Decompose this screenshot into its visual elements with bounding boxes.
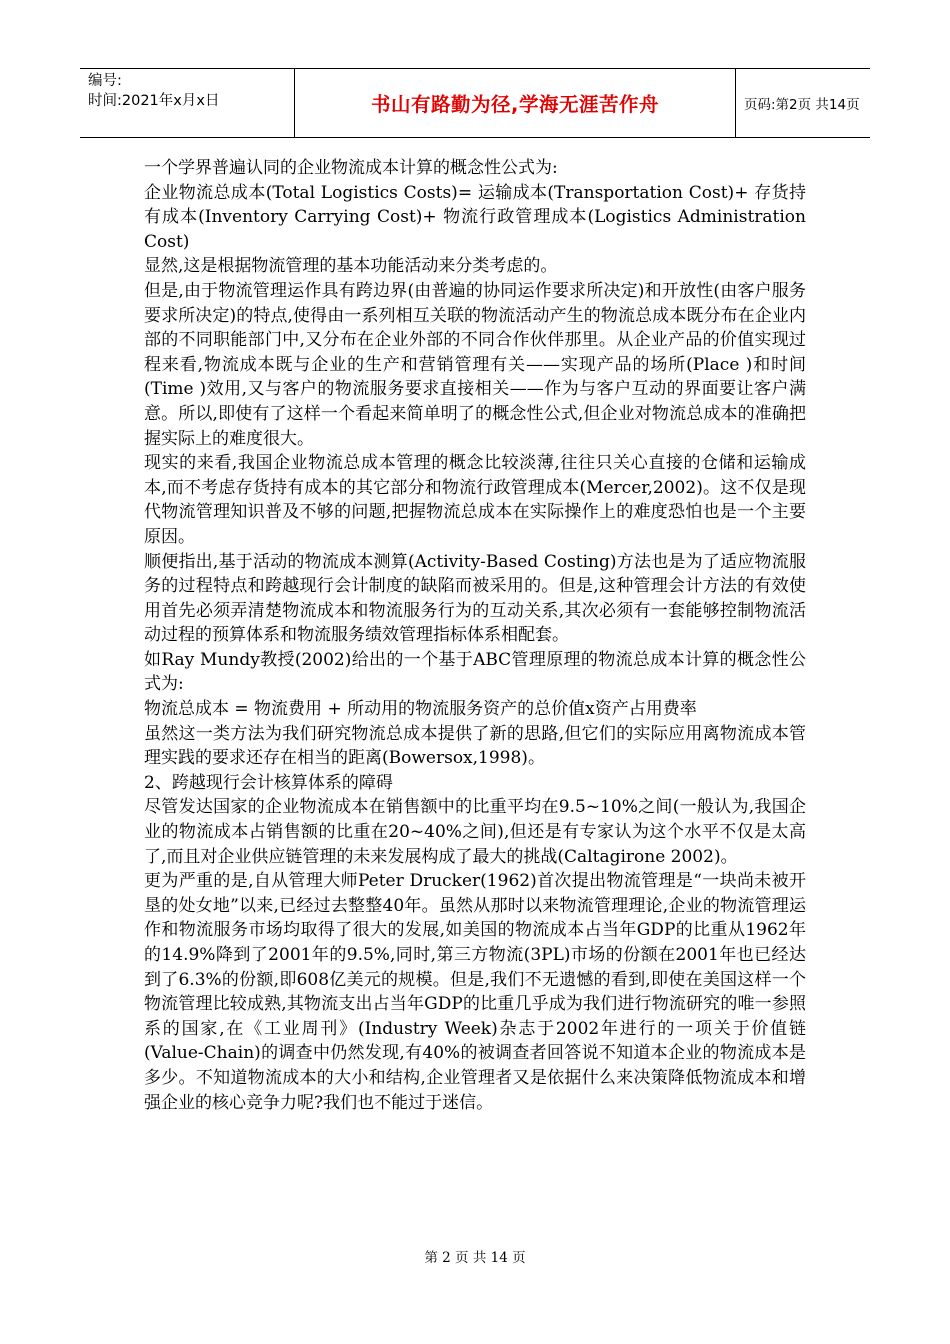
- header-page-number: 页码:第2页 共14页: [744, 97, 860, 113]
- header-meta: [88, 71, 288, 111]
- section-heading: 2、跨越现行会计核算体系的障碍: [144, 772, 393, 793]
- formula-paragraph: 物流总成本 = 物流费用 + 所动用的物流服务资产的总价值x资产占用费率: [144, 699, 697, 720]
- header-motto: 书山有路勤为径,学海无涯苦作舟: [371, 93, 659, 116]
- paragraph: 顺便指出,基于活动的物流成本测算(Activity-Based Costing)方法也是为了适应物流服务的过程特点和跨越现行会计制度的缺陷而被采用的。但是,这种管理会计方法的有效使用首先必须弄清楚物流成本和物流服务行为的互动关系,其次必须有一套能够控制物流活动过程的预算体系和物流服务绩效管理指标体系相配套。: [144, 551, 806, 646]
- document-body: [144, 156, 806, 1115]
- paragraph: 但是,由于物流管理运作具有跨边界(由普遍的协同运作要求所决定)和开放性(由客户服务要求所决定)的特点,使得由一系列相互关联的物流活动产生的物流总成本既分布在企业内部的不同职能部门中,又分布在企业外部的不同合作伙伴那里。从企业产品的价值实现过程来看,物流成本既与企业的生产和营销管理有关——实现产品的场所(Place )和时间(Time )效用,又与客户的物流服务要求直接相关——作为与客户互动的界面要让客户满意。所以,即使有了这样一个看起来简单明了的概念性公式,但企业对物流总成本的准确把握实际上的难度很大。: [144, 280, 806, 449]
- paragraph: 尽管发达国家的企业物流成本在销售额中的比重平均在9.5~10%之间(一般认为,我国企业的物流成本占销售额的比重在20~40%之间),但还是有专家认为这个水平不仅是太高了,而且对企业供应链管理的未来发展构成了最大的挑战(Caltagirone 2002)。: [144, 797, 806, 867]
- document-date: 时间:2021年x月x日: [88, 93, 220, 109]
- formula-paragraph: 企业物流总成本(Total Logistics Costs)= 运输成本(Transportation Cost)+ 存货持有成本(Inventory Carrying Cost)+ 物流行政管理成本(Logistics Administration Cost): [144, 182, 806, 252]
- paragraph: 虽然这一类方法为我们研究物流总成本提供了新的思路,但它们的实际应用离物流成本管理实践的要求还存在相当的距离(Bowersox,1998)。: [144, 723, 806, 769]
- paragraph: 现实的来看,我国企业物流总成本管理的概念比较淡薄,往往只关心直接的仓储和运输成本,而不考虑存货持有成本的其它部分和物流行政管理成本(Mercer,2002)。这不仅是现代物流管理知识普及不够的问题,把握物流总成本在实际操作上的难度恐怕也是一个主要原因。: [144, 453, 806, 547]
- paragraph: 显然,这是根据物流管理的基本功能活动来分类考虑的。: [144, 256, 558, 277]
- paragraph: 更为严重的是,自从管理大师Peter Drucker(1962)首次提出物流管理是“一块尚未被开垦的处女地”以来,已经过去整整40年。虽然从那时以来物流管理理论,企业的物流管理运作和物流服务市场均取得了很大的发展,如美国的物流成本占当年GDP的比重从1962年的14.9%降到了2001年的9.5%,同时,第三方物流(3PL)市场的份额在2001年也已经达到了6.3%的份额,即608亿美元的规模。但是,我们不无遗憾的看到,即使在美国这样一个物流管理比较成熟,其物流支出占当年GDP的比重几乎成为我们进行物流研究的唯一参照系的国家,在《工业周刊》(Industry Week)杂志于2002年进行的一项关于价值链(Value-Chain)的调查中仍然发现,有40%的被调查者回答说不知道本企业的物流成本是多少。不知道物流成本的大小和结构,企业管理者又是依据什么来决策降低物流成本和增强企业的核心竞争力呢?我们也不能过于迷信。: [144, 871, 806, 1113]
- document-number: 编号:: [88, 73, 122, 89]
- header-motto-cell: [294, 69, 736, 137]
- paragraph: 如Ray Mundy教授(2002)给出的一个基于ABC管理原理的物流总成本计算的概念性公式为:: [144, 649, 806, 695]
- page-footer: 第 2 页 共 14 页: [424, 1250, 526, 1266]
- paragraph: 一个学界普遍认同的企业物流成本计算的概念性公式为:: [144, 158, 558, 178]
- page-header: [80, 68, 870, 138]
